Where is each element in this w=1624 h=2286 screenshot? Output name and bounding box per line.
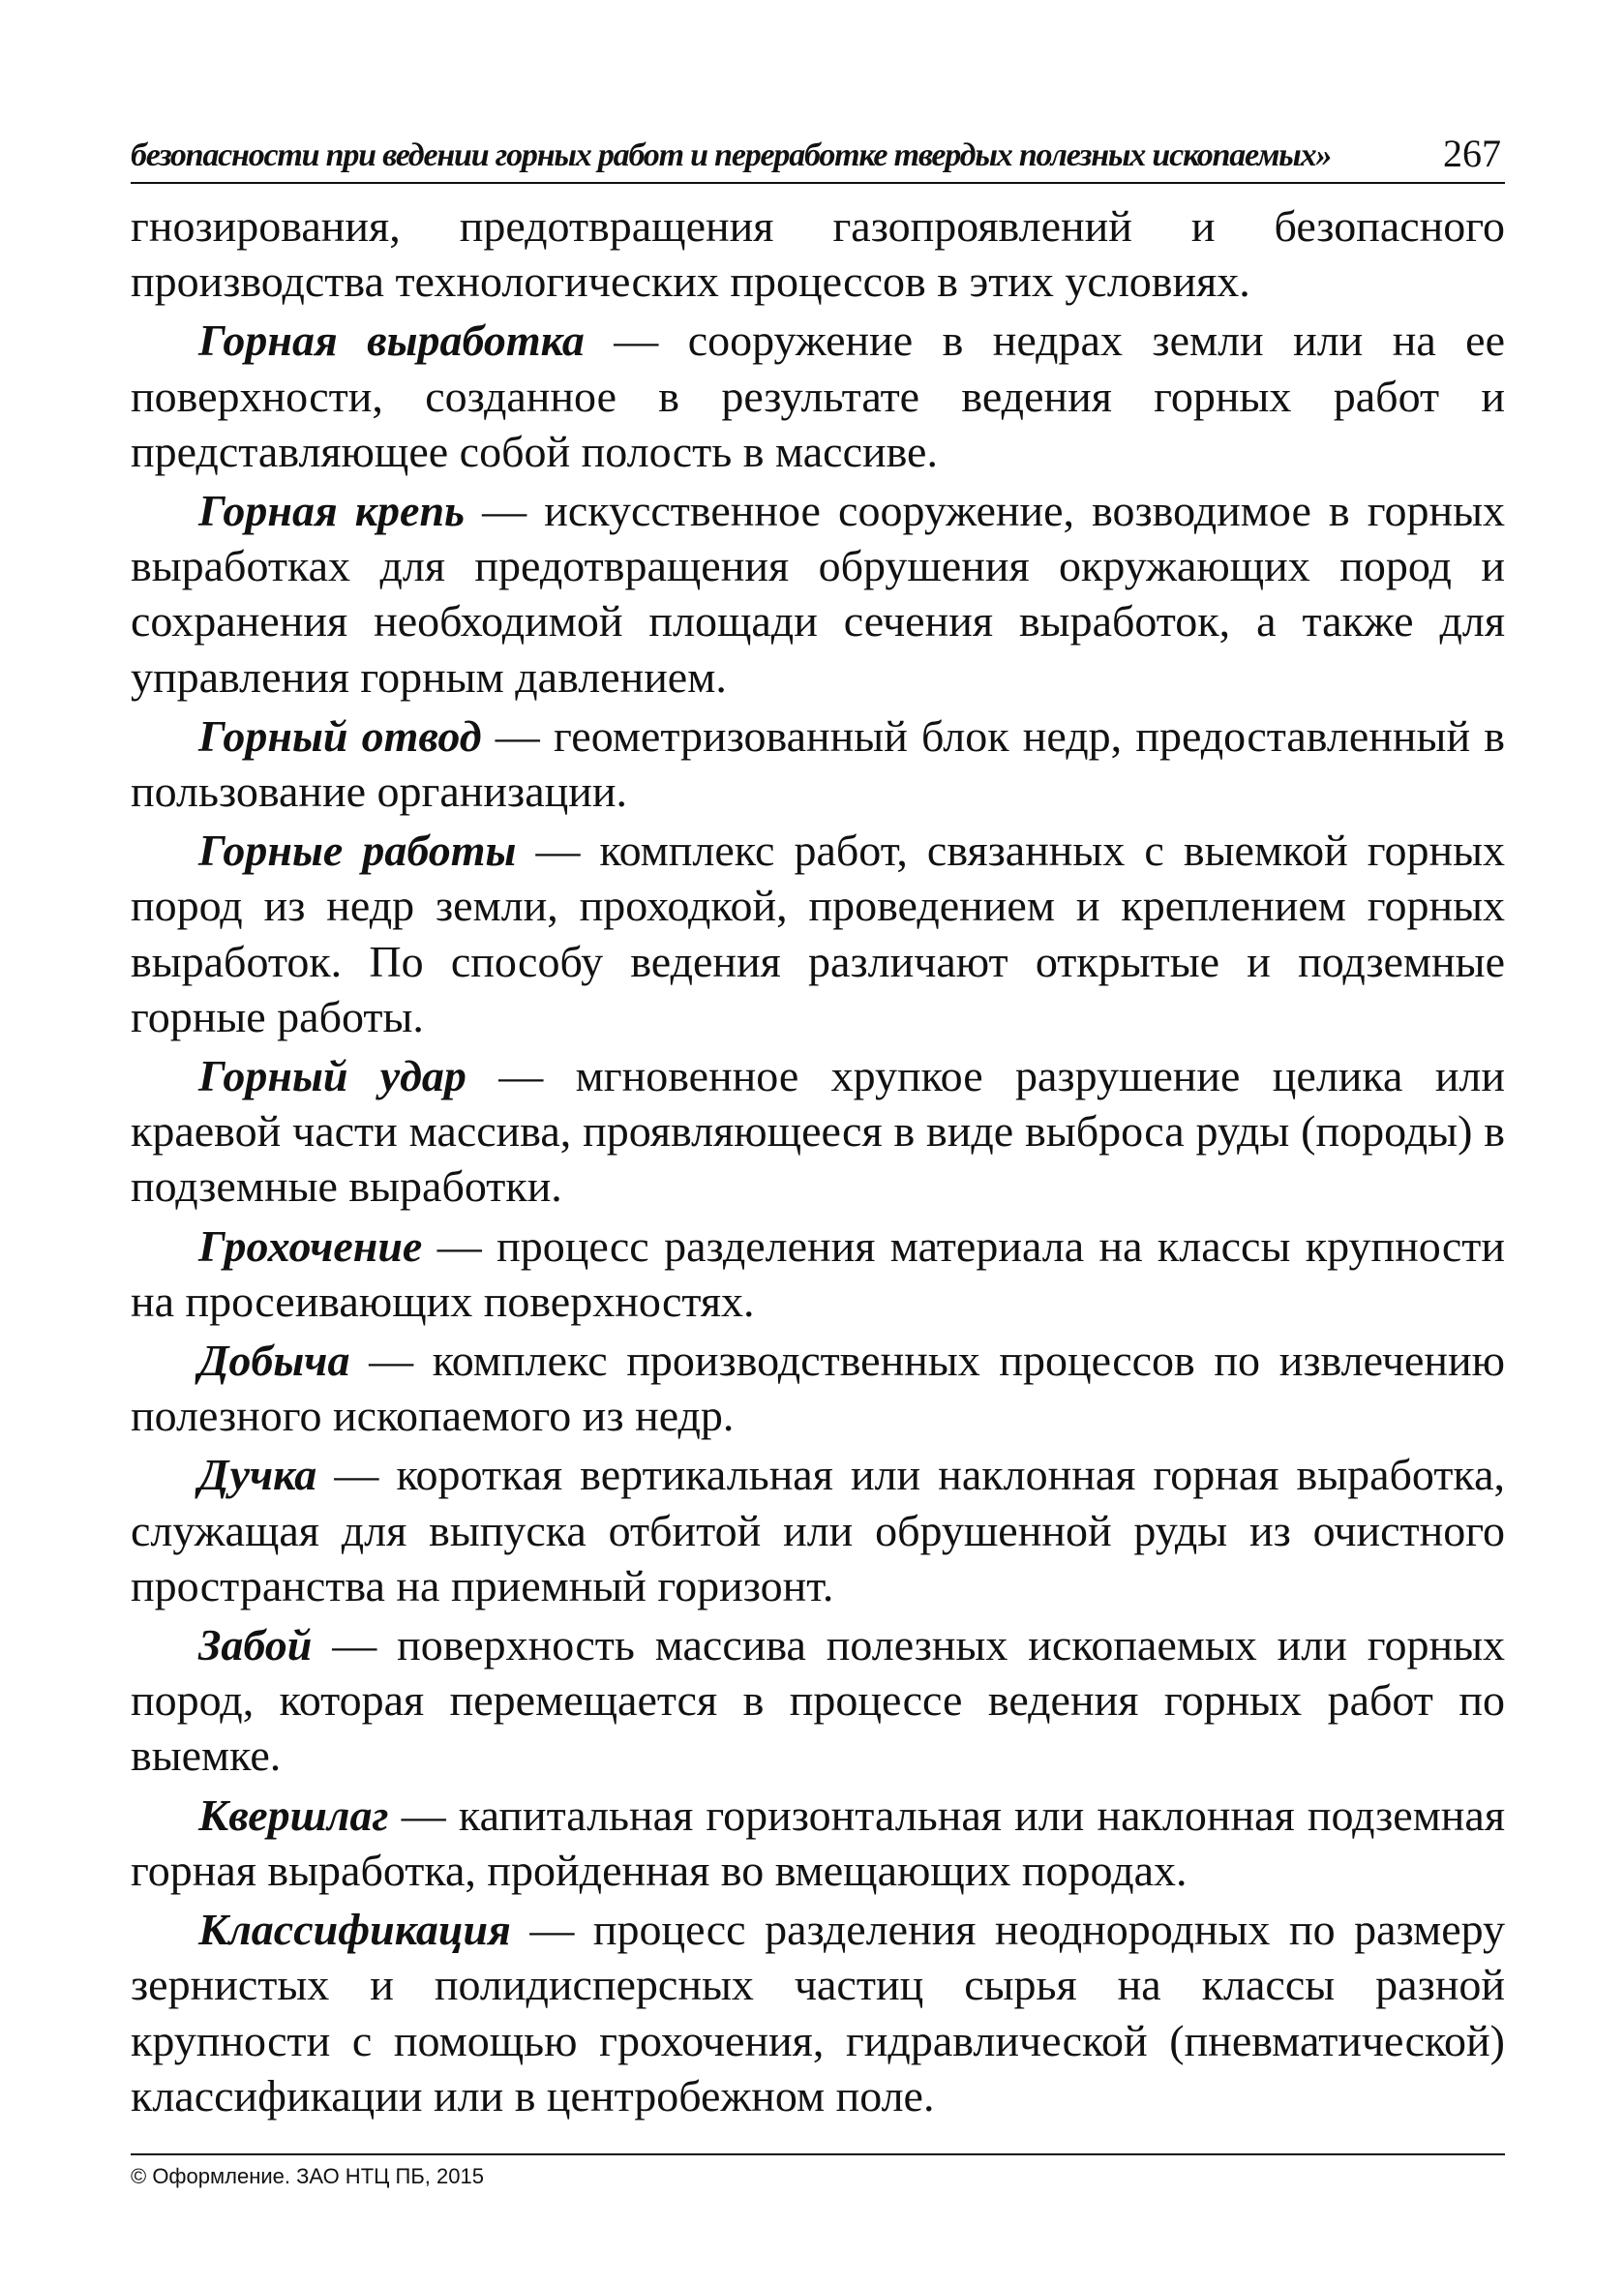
definition: — комплекс производственных процессов по извлечению полезного ископаемого из недр. <box>131 1336 1505 1441</box>
definition-entry <box>131 1333 1505 1443</box>
document-page <box>131 0 1505 2286</box>
definition-entry <box>131 1048 1505 1215</box>
definition: — процесс разделения материала на классы крупности на просеивающих поверхностях. <box>131 1220 1505 1326</box>
term: Горная выработка <box>198 316 585 366</box>
term: Квершлаг <box>198 1790 389 1840</box>
term: Горная крепь <box>198 486 466 536</box>
definition: — комплекс работ, связанных с выемкой горных пород из недр земли, проходкой, проведением и креплением горных выработок. По способу ведения различают открытые и подземные горные работы. <box>131 826 1506 1041</box>
intro-paragraph: гнозирования, предотвращения газопроявлений и безопасного производства технологических процессов в этих условиях. <box>131 201 1505 307</box>
definition-entry <box>131 1902 1505 2123</box>
term: Забой <box>198 1620 313 1670</box>
term: Грохочение <box>198 1220 423 1271</box>
definition: — капитальная горизонтальная или наклонная подземная горная выработка, пройденная во вмещающих породах. <box>131 1790 1505 1895</box>
definition: — геометризованный блок недр, предоставленный в пользование организации. <box>131 710 1505 817</box>
definition: — сооружение в недрах земли или на ее поверхности, созданное в результате ведения горных работ и представляющее собой полость в массиве. <box>131 316 1506 476</box>
footer-divider <box>131 2153 1505 2155</box>
definition-entry <box>131 1788 1505 1898</box>
definition-entry <box>131 313 1505 479</box>
term: Горный отвод <box>198 710 482 761</box>
definition-entry <box>131 708 1505 819</box>
term: Горный удар <box>198 1051 466 1101</box>
definition-entry <box>131 1617 1505 1784</box>
definition-entry <box>131 483 1505 705</box>
definition: — короткая вертикальная или наклонная горная выработка, служащая для выпуска отбитой или обрушенной руды из очистного пространства на приемный горизонт. <box>131 1450 1505 1610</box>
definition-entry <box>131 1218 1505 1329</box>
definition-entry <box>131 823 1505 1044</box>
header-title: безопасности при ведении горных работ и переработке твердых полезных ископаемых» <box>131 137 1332 173</box>
page-number: 267 <box>1443 132 1501 175</box>
copyright-footer: © Оформление. ЗАО НТЦ ПБ, 2015 <box>131 2164 484 2188</box>
definition: — поверхность массива полезных ископаемых или горных пород, которая перемещается в процессе ведения горных работ по выемке. <box>131 1620 1505 1781</box>
running-header <box>131 124 1505 184</box>
term: Горные работы <box>198 826 517 876</box>
definition: — процесс разделения неоднородных по размеру зернистых и полидисперсных частиц сырья на классы разной крупности с помощью грохочения, гидравлической (пневматической) классификации или в центробежном поле. <box>131 1905 1505 2121</box>
definition: — искусственное сооружение, возводимое в горных выработках для предотвращения обрушения окружающих пород и сохранения необходимой площади сечения выработок, а также для управления горным давлением. <box>131 486 1505 702</box>
term: Добыча <box>198 1336 350 1386</box>
term: Дучка <box>198 1450 317 1500</box>
definition: — мгновенное хрупкое разрушение целика или краевой части массива, проявляющееся в виде выброса руды (породы) в подземные выработки. <box>131 1051 1506 1212</box>
definition-entry <box>131 1447 1505 1613</box>
body-text <box>131 198 1505 2127</box>
term: Классификация <box>198 1905 511 1955</box>
